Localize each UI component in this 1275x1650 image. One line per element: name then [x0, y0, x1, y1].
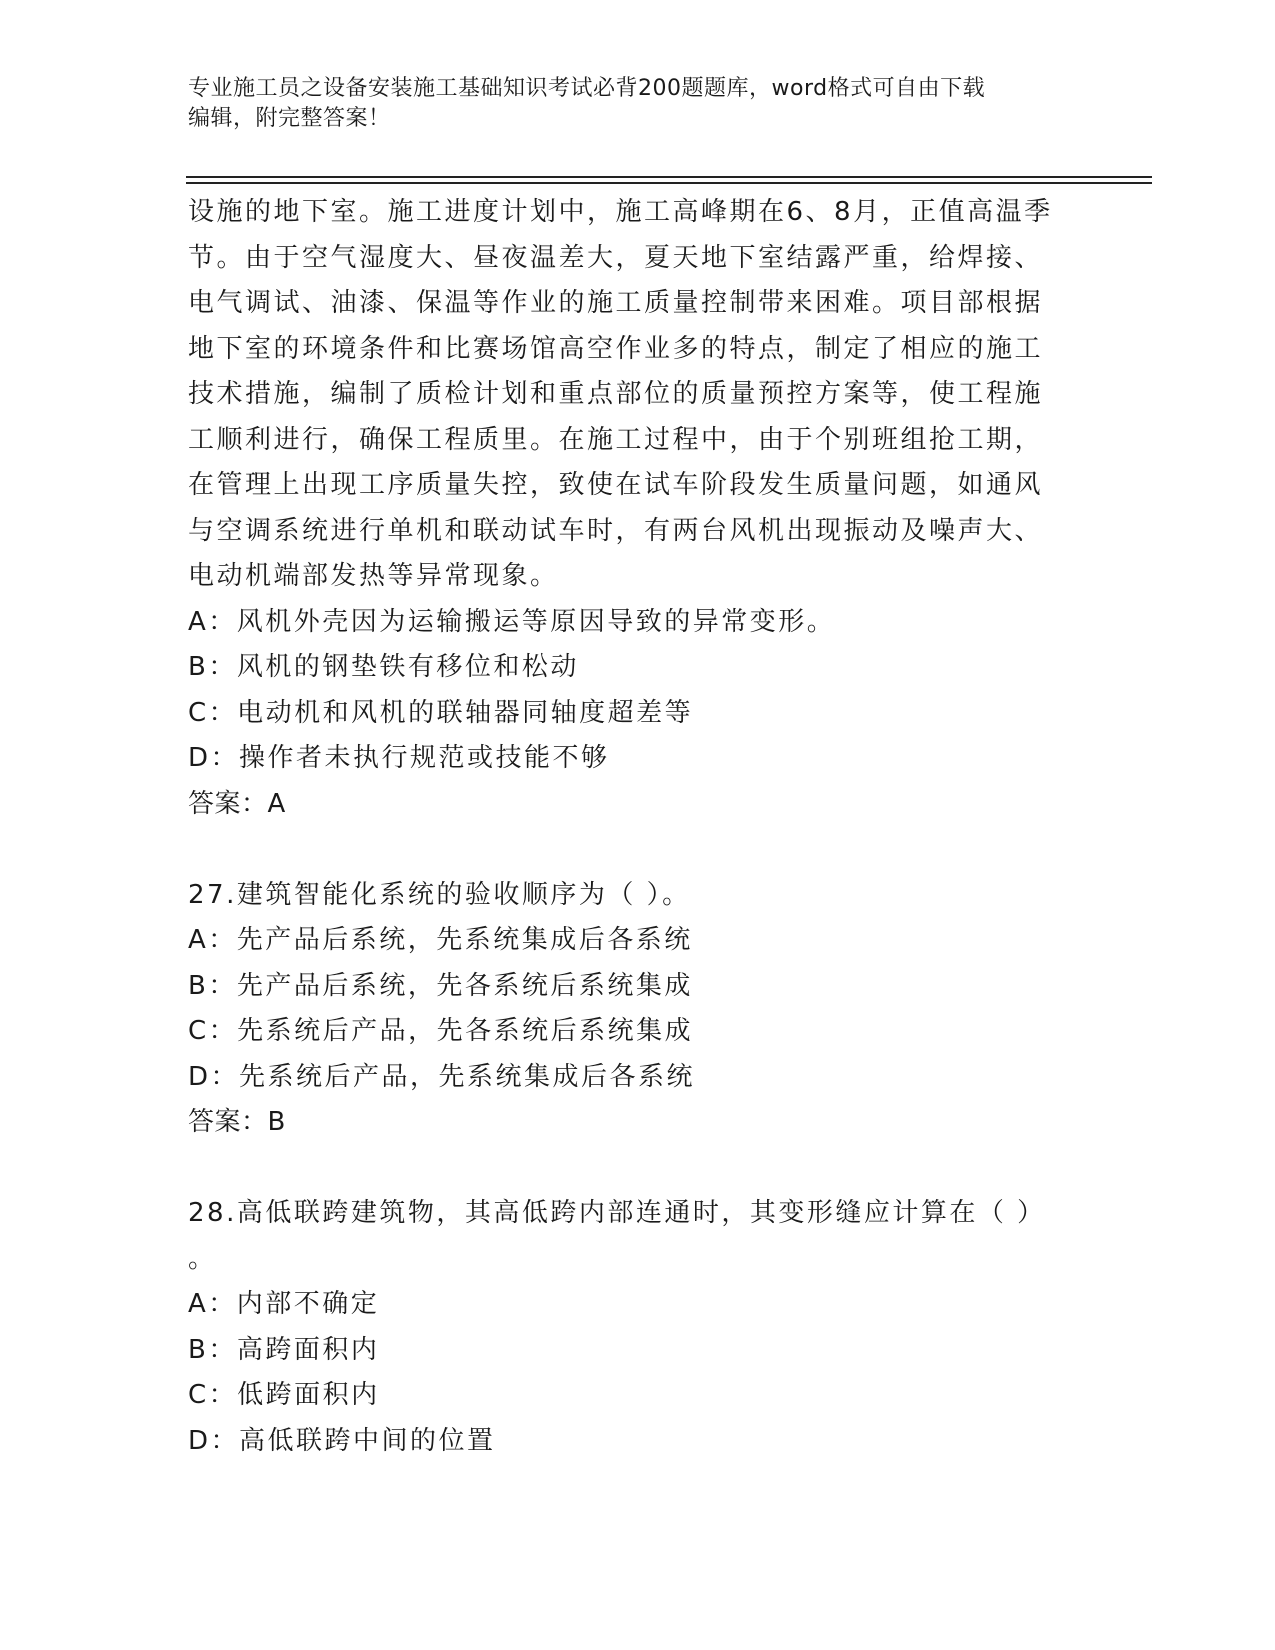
question-28-stem: 28.高低联跨建筑物，其高低跨内部连通时，其变形缝应计算在（ ） [188, 1198, 1046, 1228]
question-27-answer: 答案：B [188, 1107, 286, 1137]
option-d: D：操作者未执行规范或技能不够 [188, 743, 610, 773]
passage-line: 工顺利进行，确保工程质里。在施工过程中，由于个别班组抢工期， [188, 424, 1044, 455]
document-header [188, 74, 1088, 134]
option-a: A：先产品后系统，先系统集成后各系统 [188, 925, 693, 955]
option-c: C：电动机和风机的联轴器同轴度超差等 [188, 697, 694, 728]
option-d: D：高低联跨中间的位置 [188, 1425, 496, 1456]
spacer [188, 1146, 1088, 1192]
question-28-stem-continuation: 。 [188, 1243, 217, 1274]
passage-line: 电动机端部发热等异常现象。 [188, 561, 559, 591]
option-b: B：先产品后系统，先各系统后系统集成 [188, 970, 693, 1001]
header-divider-bottom [186, 182, 1152, 184]
question-27-stem: 27.建筑智能化系统的验收顺序为（ ）。 [188, 879, 691, 910]
passage-line: 电气调试、油漆、保温等作业的施工质量控制带来困难。项目部根据 [188, 288, 1044, 318]
option-c: C：低跨面积内 [188, 1380, 380, 1410]
header-divider-top [186, 176, 1152, 178]
passage-line: 与空调系统进行单机和联动试车时，有两台风机出现振动及噪声大、 [188, 515, 1044, 546]
question-27 [188, 873, 1088, 1146]
option-c: C：先系统后产品，先各系统后系统集成 [188, 1016, 694, 1046]
header-title-line-1: 专业施工员之设备安装施工基础知识考试必背200题题库，word格式可自由下载 [188, 76, 986, 101]
option-a: A：内部不确定 [188, 1289, 380, 1319]
passage-line: 设施的地下室。施工进度计划中，施工高峰期在6、8月，正值高温季 [188, 197, 1053, 227]
passage-line: 节。由于空气湿度大、昼夜温差大，夏天地下室结露严重，给焊接、 [188, 242, 1044, 273]
passage-line: 技术措施，编制了质检计划和重点部位的质量预控方案等，使工程施 [188, 379, 1044, 409]
question-26-passage [188, 190, 1088, 600]
question-26-answer: 答案：A [188, 788, 286, 819]
header-title-line-2: 编辑，附完整答案！ [188, 106, 391, 131]
option-b: B：高跨面积内 [188, 1334, 380, 1365]
passage-line: 地下室的环境条件和比赛场馆高空作业多的特点，制定了相应的施工 [188, 333, 1044, 364]
spacer [188, 827, 1088, 873]
option-a: A：风机外壳因为运输搬运等原因导致的异常变形。 [188, 606, 836, 637]
question-28 [188, 1191, 1088, 1464]
document-body [188, 190, 1088, 1464]
passage-line: 在管理上出现工序质量失控，致使在试车阶段发生质量问题，如通风 [188, 470, 1044, 500]
option-d: D：先系统后产品，先系统集成后各系统 [188, 1061, 696, 1092]
question-26-options [188, 600, 1088, 782]
option-b: B：风机的钢垫铁有移位和松动 [188, 652, 579, 682]
